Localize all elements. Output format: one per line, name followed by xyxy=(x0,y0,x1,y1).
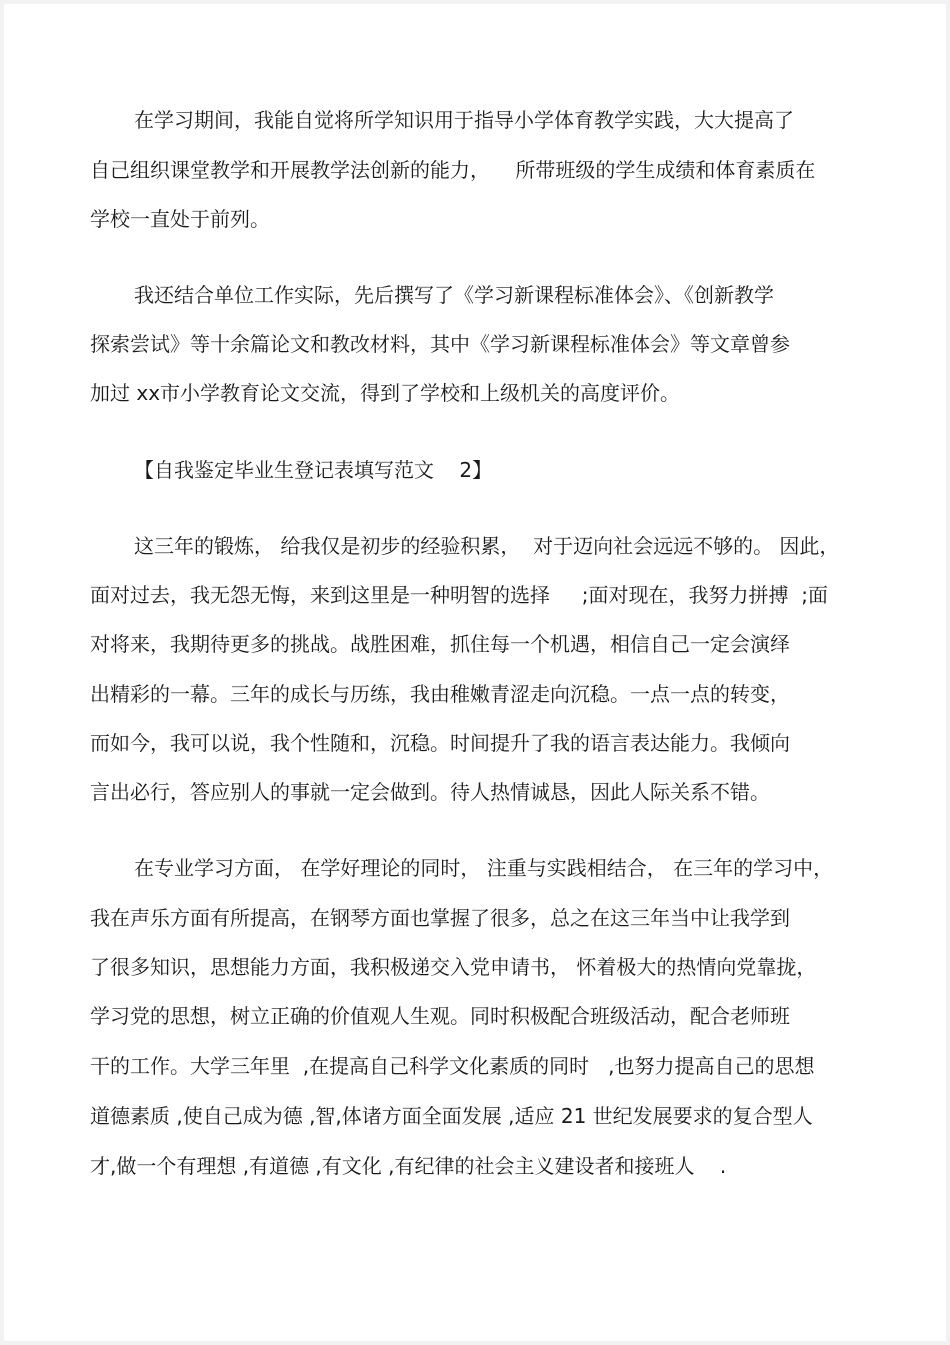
paragraph-4-line-4: 学习党的思想，树立正确的价值观人生观。同时积极配合班级活动，配合老师班 xyxy=(90,1004,790,1028)
paragraph-3-line-4: 出精彩的一幕。三年的成长与历练，我由稚嫩青涩走向沉稳。一点一点的转变， xyxy=(90,682,790,706)
paragraph-4-line-1: 在专业学习方面， 在学好理论的同时， 注重与实践相结合， 在三年的学习中， xyxy=(134,856,834,880)
paragraph-3-line-3: 对将来，我期待更多的挑战。战胜困难，抓住每一个机遇，相信自己一定会演绎 xyxy=(90,632,790,656)
paragraph-4-line-7: 才,做一个有理想 ,有道德 ,有文化 ,有纪律的社会主义建设者和接班人 . xyxy=(90,1154,727,1178)
paragraph-1-line-3: 学校一直处于前列。 xyxy=(90,207,270,231)
paragraph-4-line-3: 了很多知识，思想能力方面，我积极递交入党申请书， 怀着极大的热情向党靠拢， xyxy=(90,955,817,979)
paragraph-2-line-3: 加过 xx市小学教育论文交流，得到了学校和上级机关的高度评价。 xyxy=(90,381,681,405)
paragraph-1-line-1: 在学习期间，我能自觉将所学知识用于指导小学体育教学实践，大大提高了 xyxy=(134,108,794,132)
paragraph-3-line-5: 而如今，我可以说，我个性随和，沉稳。时间提升了我的语言表达能力。我倾向 xyxy=(90,731,790,755)
paragraph-3-line-6: 言出必行，答应别人的事就一定会做到。待人热情诚恳，因此人际关系不错。 xyxy=(90,780,770,804)
section-heading: 【自我鉴定毕业生登记表填写范文 2】 xyxy=(134,458,493,482)
paragraph-2-line-2: 探索尝试》等十余篇论文和教改材料，其中《学习新课程标准体会》等文章曾参 xyxy=(90,332,790,356)
paragraph-3-line-1: 这三年的锻炼， 给我仅是初步的经验积累， 对于迈向社会远远不够的。 因此， xyxy=(134,534,840,558)
paragraph-4-line-6: 道德素质 ,使自己成为德 ,智,体诸方面全面发展 ,适应 21 世纪发展要求的复合型人 xyxy=(90,1104,813,1128)
document-page xyxy=(4,4,946,1341)
paragraph-4-line-2: 我在声乐方面有所提高，在钢琴方面也掌握了很多，总之在这三年当中让我学到 xyxy=(90,906,790,930)
paragraph-2-line-1: 我还结合单位工作实际，先后撰写了《学习新课程标准体会》、《创新教学 xyxy=(134,283,774,307)
paragraph-4-line-5: 干的工作。大学三年里 ,在提高自己科学文化素质的同时 ,也努力提高自己的思想 xyxy=(90,1054,815,1078)
paragraph-1-line-2: 自己组织课堂教学和开展教学法创新的能力， 所带班级的学生成绩和体育素质在 xyxy=(90,158,816,182)
paragraph-3-line-2: 面对过去，我无怨无悔，来到这里是一种明智的选择 ;面对现在，我努力拼搏 ;面 xyxy=(90,583,828,607)
